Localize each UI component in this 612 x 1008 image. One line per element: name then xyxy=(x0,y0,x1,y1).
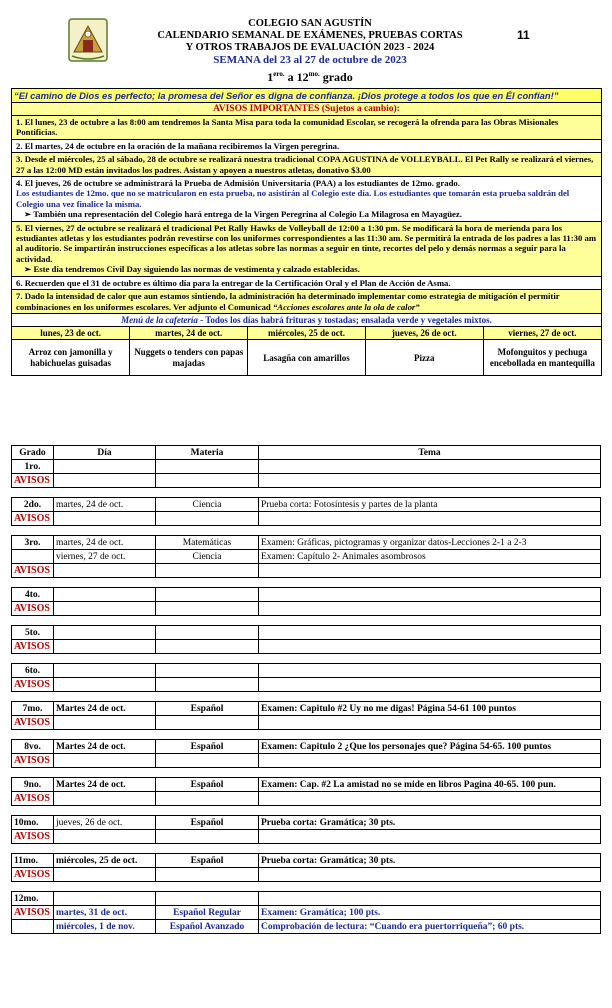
table-row xyxy=(12,754,601,768)
table-row xyxy=(12,640,601,654)
avisos-cell: AVISOS xyxy=(12,564,54,578)
schedule-table xyxy=(11,445,601,934)
materia-cell: Español xyxy=(156,702,259,716)
materia-cell: Español xyxy=(156,816,259,830)
tema-cell: Comprobación de lectura: “Cuando era puertorriqueña”; 60 pts. xyxy=(259,920,601,934)
col-materia: Materia xyxy=(156,446,259,460)
grade-cell: 6to. xyxy=(12,664,54,678)
tema-cell: Examen: Capítulo 2- Animales asombrosos xyxy=(259,550,601,564)
menu-day: viernes, 27 de oct. xyxy=(483,327,601,340)
cafeteria-menu-note: - Todos los días habrá frituras y tostadas; ensalada verde y vegetales mixtos. xyxy=(197,314,492,325)
week-range: SEMANA del 23 al 27 de octubre de 2023 xyxy=(213,54,407,66)
menu-day: martes, 24 de oct. xyxy=(130,327,248,340)
materia-cell: Español Regular xyxy=(156,906,259,920)
materia-cell: Español xyxy=(156,854,259,868)
grade-cell: 10mo. xyxy=(12,816,54,830)
menu-item: Mofonguitos y pechuga encebollada en mantequilla xyxy=(483,340,601,376)
notice-5-bullet: ➢ Este día tendremos Civil Day siguiendo las normas de vestimenta y calzado establecidas. xyxy=(24,264,360,275)
notice-7-link-title: “Acciones escolares ante la ola de calor” xyxy=(272,301,420,312)
menu-day: lunes, 23 de oct. xyxy=(12,327,130,340)
table-row xyxy=(12,716,601,730)
notice-4-main: 4. El jueves, 26 de octubre se administrará la Prueba de Admisión Universitaria (PAA) a los estudiantes de 12mo. grado. xyxy=(16,178,460,189)
notice-5-main: 5. El viernes, 27 de octubre se realizará el tradicional Pet Rally Hawks de Volleyball de 12:00 a 1:30 pm. Se modificará la hora de merienda para los estudiantes atletas y los estudiantes podrán revestirse con los uniformes correspondientes a las 11:30 am. Se permitirá la entrada de los padres a las 11:30 am al auditorio. Se impartirán instrucciones específicas a los atletas sobre las normas a seguir en tinte, recortes del pelo y demás normas a seguir para la actividad. xyxy=(16,222,597,264)
avisos-cell: AVISOS xyxy=(12,602,54,616)
tema-cell: Examen: Capitulo #2 Uy no me digas! Página 54-61 100 puntos xyxy=(259,702,601,716)
materia-cell: Ciencia xyxy=(156,550,259,564)
cafeteria-menu-label: Menú de la cafetería xyxy=(121,314,198,325)
avisos-cell: AVISOS xyxy=(12,754,54,768)
dia-cell: jueves, 26 de oct. xyxy=(54,816,156,830)
dia-cell: Martes 24 de oct. xyxy=(54,778,156,792)
avisos-cell: AVISOS xyxy=(12,678,54,692)
grade-cell: 9no. xyxy=(12,778,54,792)
table-row xyxy=(12,792,601,806)
grade-cell: 1ro. xyxy=(12,460,54,474)
grade-cell: 11mo. xyxy=(12,854,54,868)
grade-range xyxy=(120,68,500,83)
avisos-cell: AVISOS xyxy=(12,474,54,488)
col-grado: Grado xyxy=(12,446,54,460)
materia-cell: Ciencia xyxy=(156,498,259,512)
grade-cell: 4to. xyxy=(12,588,54,602)
dia-cell: miércoles, 25 de oct. xyxy=(54,854,156,868)
table-row xyxy=(12,550,601,564)
materia-cell: Español Avanzado xyxy=(156,920,259,934)
notice-2: 2. El martes, 24 de octubre en la oración de la mañana recibiremos la Virgen peregrina. xyxy=(12,140,601,153)
notice-4-detail: Los estudiantes de 12mo. que no se matricularon en esta prueba, no asistirán al Colegio este día. Los estudiantes que tomarán esta prueba saldrán del Colegio una vez finalice la misma. xyxy=(16,188,570,209)
grade-cell: 8vo. xyxy=(12,740,54,754)
dia-cell: martes, 31 de oct. xyxy=(54,906,156,920)
avisos-cell: AVISOS xyxy=(12,830,54,844)
dia-cell: viernes, 27 de oct. xyxy=(54,550,156,564)
grade-cell: 5to. xyxy=(12,626,54,640)
notice-4-bullet: ➢ También una representación del Colegio hará entrega de la Virgen Peregrina al Colegio La Milagrosa en Mayagüez. xyxy=(24,209,462,220)
tema-cell: Prueba corta: Gramática; 30 pts. xyxy=(259,854,601,868)
grade-cell: 3ro. xyxy=(12,536,54,550)
grade-cell: 2do. xyxy=(12,498,54,512)
dia-cell: martes, 24 de oct. xyxy=(54,536,156,550)
motto-banner: “El camino de Dios es perfecto; la promesa del Señor es digna de confianza. ¡Dios protege a todos los que en Él confían!” xyxy=(12,89,601,103)
tema-cell: Prueba corta: Gramática; 30 pts. xyxy=(259,816,601,830)
table-row xyxy=(12,626,601,640)
avisos-heading: AVISOS IMPORTANTES (Sujetos a cambio): xyxy=(12,103,601,116)
notice-5 xyxy=(12,222,601,277)
menu-items-row xyxy=(12,340,601,376)
tema-cell: Examen: Cap. #2 La amistad no se mide en libros Pagina 40-65. 100 pun. xyxy=(259,778,601,792)
tema-cell: Examen: Gráficas, pictogramas y organizar datos-Lecciones 2-1 a 2-3 xyxy=(259,536,601,550)
grade-from: 1 xyxy=(267,70,274,84)
table-row xyxy=(12,854,601,868)
materia-cell: Español xyxy=(156,740,259,754)
school-name: COLEGIO SAN AGUSTÍN xyxy=(248,18,372,29)
table-row xyxy=(12,588,601,602)
menu-day: miércoles, 25 de oct. xyxy=(248,327,366,340)
grade-cell: 12mo. xyxy=(12,892,54,906)
page-number: 11 xyxy=(517,28,530,42)
col-tema: Tema xyxy=(259,446,601,460)
avisos-cell: AVISOS xyxy=(12,906,54,920)
table-row xyxy=(12,602,601,616)
avisos-cell: AVISOS xyxy=(12,792,54,806)
dia-cell: Martes 24 de oct. xyxy=(54,702,156,716)
col-dia: Día xyxy=(54,446,156,460)
table-row xyxy=(12,740,601,754)
menu-item: Arroz con jamonilla y habichuelas guisadas xyxy=(12,340,130,376)
table-row xyxy=(12,816,601,830)
tema-cell: Prueba corta: Fotosíntesis y partes de la planta xyxy=(259,498,601,512)
menu-item: Pizza xyxy=(365,340,483,376)
menu-day: jueves, 26 de oct. xyxy=(365,327,483,340)
dia-cell: miércoles, 1 de nov. xyxy=(54,920,156,934)
table-row xyxy=(12,460,601,474)
table-row xyxy=(12,664,601,678)
school-seal-logo xyxy=(68,18,108,62)
table-row xyxy=(12,868,601,882)
table-row xyxy=(12,892,601,906)
cafeteria-menu-table xyxy=(12,327,601,376)
notice-6: 6. Recuerden que el 31 de octubre es último día para la entregar de la Certificación Oral y el Plan de Acción de Asma. xyxy=(12,277,601,290)
menu-item: Nuggets o tenders con papas majadas xyxy=(130,340,248,376)
menu-days-row xyxy=(12,327,601,340)
dia-cell: martes, 24 de oct. xyxy=(54,498,156,512)
grade-end: grado xyxy=(319,70,353,84)
grade-cell: 7mo. xyxy=(12,702,54,716)
table-row xyxy=(12,536,601,550)
notice-7-text: 7. Dado la intensidad de calor que aun estamos sintiendo, la administración ha determinado implementar como estrategia de mitigación el permitir combinaciones en los uniformes escolares. Ver adjunto el Comunicad xyxy=(16,291,560,312)
schedule-header-row xyxy=(12,446,601,460)
title-line-2: Y OTROS TRABAJOS DE EVALUACIÓN 2023 - 2024 xyxy=(185,42,435,53)
grade-mid: a 12 xyxy=(284,70,309,84)
avisos-cell: AVISOS xyxy=(12,868,54,882)
tema-cell: Examen: Gramática; 100 pts. xyxy=(259,906,601,920)
table-row xyxy=(12,778,601,792)
avisos-cell: AVISOS xyxy=(12,716,54,730)
table-row xyxy=(12,830,601,844)
table-row xyxy=(12,474,601,488)
notice-3: 3. Desde el miércoles, 25 al sábado, 28 de octubre se realizará nuestra tradicional COPA AGUSTINA de VOLLEYBALL. El Pet Rally se realizará el viernes, 27 a las 12:00 MD están invitados los padres. Asistan y apoyen a nuestros atletas, donativo $3.00 xyxy=(12,153,601,177)
materia-cell: Español xyxy=(156,778,259,792)
notice-4 xyxy=(12,177,601,222)
notices-box xyxy=(11,88,602,376)
tema-cell: Examen: Capitulo 2 ¿Que los personajes que? Página 54-65. 100 puntos xyxy=(259,740,601,754)
materia-cell: Matemáticas xyxy=(156,536,259,550)
table-row xyxy=(12,702,601,716)
dia-cell: Martes 24 de oct. xyxy=(54,740,156,754)
table-row xyxy=(12,920,601,934)
cafeteria-menu-title xyxy=(12,314,601,327)
title-line-1: CALENDARIO SEMANAL DE EXÁMENES, PRUEBAS CORTAS xyxy=(157,30,463,41)
grade-to-sup: mo. xyxy=(308,70,320,78)
avisos-cell: AVISOS xyxy=(12,640,54,654)
grade-from-sup: ero. xyxy=(273,70,285,78)
notice-7 xyxy=(12,290,601,314)
avisos-cell: AVISOS xyxy=(12,512,54,526)
table-row xyxy=(12,678,601,692)
table-row xyxy=(12,564,601,578)
table-row xyxy=(12,498,601,512)
table-row xyxy=(12,906,601,920)
menu-item: Lasagña con amarillos xyxy=(248,340,366,376)
table-row xyxy=(12,512,601,526)
notice-1: 1. El lunes, 23 de octubre a las 8:00 am tendremos la Santa Misa para toda la comunidad Escolar, se recogerá la ofrenda para las Obras Misionales Pontificias. xyxy=(12,116,601,140)
